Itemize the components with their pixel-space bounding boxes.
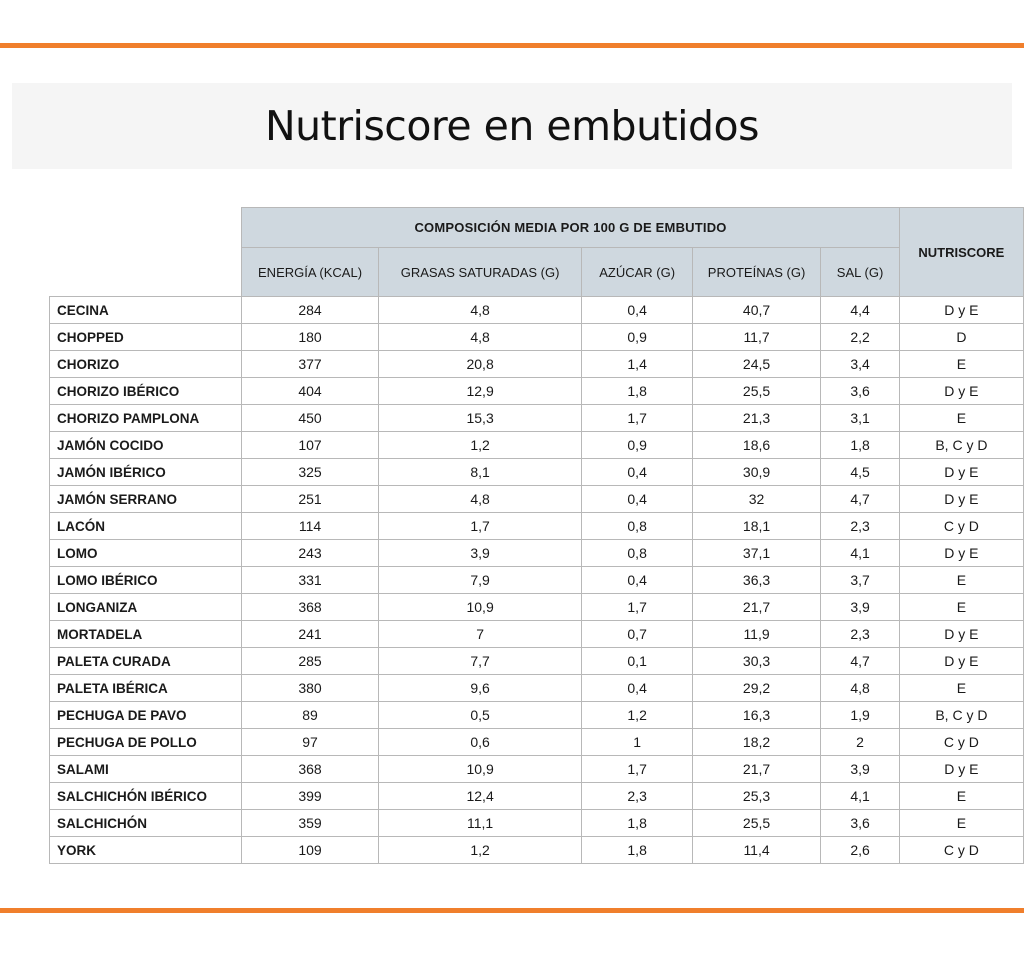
table-row	[50, 459, 1024, 486]
grasas-cell: 8,1	[378, 459, 582, 486]
proteinas-cell: 40,7	[692, 297, 821, 324]
energia-cell: 180	[242, 324, 378, 351]
energia-cell: 325	[242, 459, 378, 486]
sal-cell: 4,4	[821, 297, 899, 324]
product-name-cell: PALETA IBÉRICA	[50, 675, 242, 702]
energia-cell: 377	[242, 351, 378, 378]
energia-cell: 109	[242, 837, 378, 864]
grasas-cell: 1,2	[378, 837, 582, 864]
composition-group-header: COMPOSICIÓN MEDIA POR 100 G DE EMBUTIDO	[242, 208, 899, 248]
column-header-proteinas: PROTEÍNAS (G)	[692, 248, 821, 297]
sal-cell: 2,3	[821, 513, 899, 540]
sal-cell: 4,1	[821, 783, 899, 810]
azucar-cell: 0,4	[582, 675, 692, 702]
grasas-cell: 4,8	[378, 324, 582, 351]
energia-cell: 114	[242, 513, 378, 540]
azucar-cell: 1,2	[582, 702, 692, 729]
product-name-cell: SALCHICHÓN	[50, 810, 242, 837]
sal-cell: 3,9	[821, 756, 899, 783]
nutriscore-cell: E	[899, 567, 1023, 594]
azucar-cell: 0,8	[582, 513, 692, 540]
energia-cell: 450	[242, 405, 378, 432]
product-name-cell: LACÓN	[50, 513, 242, 540]
nutriscore-cell: D y E	[899, 297, 1023, 324]
nutriscore-cell: C y D	[899, 729, 1023, 756]
column-header-energia: ENERGÍA (KCAL)	[242, 248, 378, 297]
grasas-cell: 1,7	[378, 513, 582, 540]
proteinas-cell: 24,5	[692, 351, 821, 378]
grasas-cell: 7	[378, 621, 582, 648]
grasas-cell: 7,7	[378, 648, 582, 675]
table-row	[50, 756, 1024, 783]
proteinas-cell: 25,3	[692, 783, 821, 810]
product-name-cell: PECHUGA DE PAVO	[50, 702, 242, 729]
energia-cell: 89	[242, 702, 378, 729]
nutriscore-cell: D y E	[899, 540, 1023, 567]
grasas-cell: 0,5	[378, 702, 582, 729]
product-name-cell: YORK	[50, 837, 242, 864]
sal-cell: 4,7	[821, 486, 899, 513]
product-name-cell: SALAMI	[50, 756, 242, 783]
title-band	[12, 83, 1012, 169]
energia-cell: 107	[242, 432, 378, 459]
table-row	[50, 810, 1024, 837]
energia-cell: 243	[242, 540, 378, 567]
table-row	[50, 378, 1024, 405]
azucar-cell: 0,4	[582, 567, 692, 594]
proteinas-cell: 11,9	[692, 621, 821, 648]
azucar-cell: 1,7	[582, 756, 692, 783]
table-row	[50, 486, 1024, 513]
nutriscore-cell: E	[899, 405, 1023, 432]
azucar-cell: 0,8	[582, 540, 692, 567]
product-name-cell: SALCHICHÓN IBÉRICO	[50, 783, 242, 810]
proteinas-cell: 21,7	[692, 756, 821, 783]
table-row	[50, 675, 1024, 702]
table-row	[50, 702, 1024, 729]
proteinas-cell: 29,2	[692, 675, 821, 702]
nutriscore-cell: D y E	[899, 621, 1023, 648]
proteinas-cell: 36,3	[692, 567, 821, 594]
table-row	[50, 567, 1024, 594]
grasas-cell: 12,9	[378, 378, 582, 405]
azucar-cell: 1,4	[582, 351, 692, 378]
nutriscore-cell: E	[899, 351, 1023, 378]
energia-cell: 331	[242, 567, 378, 594]
proteinas-cell: 21,3	[692, 405, 821, 432]
nutriscore-cell: B, C y D	[899, 432, 1023, 459]
proteinas-cell: 16,3	[692, 702, 821, 729]
table-row	[50, 783, 1024, 810]
grasas-cell: 10,9	[378, 756, 582, 783]
product-name-cell: CHOPPED	[50, 324, 242, 351]
nutriscore-cell: D y E	[899, 378, 1023, 405]
top-accent-rule	[0, 43, 1024, 48]
grasas-cell: 0,6	[378, 729, 582, 756]
sal-cell: 3,6	[821, 378, 899, 405]
sal-cell: 1,8	[821, 432, 899, 459]
proteinas-cell: 32	[692, 486, 821, 513]
nutriscore-cell: D y E	[899, 756, 1023, 783]
grasas-cell: 1,2	[378, 432, 582, 459]
product-name-cell: JAMÓN COCIDO	[50, 432, 242, 459]
table-row	[50, 729, 1024, 756]
proteinas-cell: 18,1	[692, 513, 821, 540]
grasas-cell: 9,6	[378, 675, 582, 702]
energia-cell: 368	[242, 756, 378, 783]
sal-cell: 2	[821, 729, 899, 756]
sal-cell: 2,3	[821, 621, 899, 648]
energia-cell: 251	[242, 486, 378, 513]
grasas-cell: 10,9	[378, 594, 582, 621]
product-name-cell: LONGANIZA	[50, 594, 242, 621]
proteinas-cell: 37,1	[692, 540, 821, 567]
energia-cell: 97	[242, 729, 378, 756]
product-name-cell: CHORIZO IBÉRICO	[50, 378, 242, 405]
grasas-cell: 7,9	[378, 567, 582, 594]
nutriscore-header: NUTRISCORE	[899, 208, 1023, 297]
sal-cell: 3,4	[821, 351, 899, 378]
azucar-cell: 0,9	[582, 324, 692, 351]
table-row	[50, 432, 1024, 459]
sal-cell: 3,9	[821, 594, 899, 621]
azucar-cell: 0,4	[582, 486, 692, 513]
energia-cell: 380	[242, 675, 378, 702]
product-name-cell: CHORIZO PAMPLONA	[50, 405, 242, 432]
energia-cell: 241	[242, 621, 378, 648]
table-row	[50, 594, 1024, 621]
energia-cell: 284	[242, 297, 378, 324]
nutriscore-cell: B, C y D	[899, 702, 1023, 729]
sal-cell: 3,7	[821, 567, 899, 594]
sal-cell: 2,2	[821, 324, 899, 351]
azucar-cell: 0,7	[582, 621, 692, 648]
nutriscore-table	[49, 207, 1024, 864]
sal-cell: 4,7	[821, 648, 899, 675]
azucar-cell: 1,8	[582, 378, 692, 405]
table-row	[50, 540, 1024, 567]
column-header-grasas: GRASAS SATURADAS (G)	[378, 248, 582, 297]
azucar-cell: 1	[582, 729, 692, 756]
table-body	[50, 297, 1024, 864]
product-name-cell: PECHUGA DE POLLO	[50, 729, 242, 756]
table-row	[50, 405, 1024, 432]
product-name-cell: CHORIZO	[50, 351, 242, 378]
proteinas-cell: 11,4	[692, 837, 821, 864]
sal-cell: 1,9	[821, 702, 899, 729]
product-name-cell: JAMÓN IBÉRICO	[50, 459, 242, 486]
proteinas-cell: 21,7	[692, 594, 821, 621]
nutriscore-cell: C y D	[899, 837, 1023, 864]
nutriscore-cell: E	[899, 594, 1023, 621]
proteinas-cell: 11,7	[692, 324, 821, 351]
proteinas-cell: 25,5	[692, 378, 821, 405]
table-row	[50, 513, 1024, 540]
azucar-cell: 1,7	[582, 405, 692, 432]
grasas-cell: 3,9	[378, 540, 582, 567]
product-name-cell: JAMÓN SERRANO	[50, 486, 242, 513]
table-row	[50, 837, 1024, 864]
azucar-cell: 0,4	[582, 459, 692, 486]
table-row	[50, 297, 1024, 324]
azucar-cell: 1,8	[582, 810, 692, 837]
product-name-cell: LOMO IBÉRICO	[50, 567, 242, 594]
azucar-cell: 2,3	[582, 783, 692, 810]
page-title: Nutriscore en embutidos	[264, 102, 760, 150]
azucar-cell: 0,1	[582, 648, 692, 675]
table-row	[50, 648, 1024, 675]
energia-cell: 399	[242, 783, 378, 810]
proteinas-cell: 25,5	[692, 810, 821, 837]
sal-cell: 3,6	[821, 810, 899, 837]
energia-cell: 359	[242, 810, 378, 837]
nutriscore-cell: D y E	[899, 486, 1023, 513]
grasas-cell: 12,4	[378, 783, 582, 810]
sal-cell: 4,8	[821, 675, 899, 702]
grasas-cell: 15,3	[378, 405, 582, 432]
table-row	[50, 324, 1024, 351]
product-name-cell: CECINA	[50, 297, 242, 324]
sal-cell: 3,1	[821, 405, 899, 432]
product-name-cell: LOMO	[50, 540, 242, 567]
grasas-cell: 4,8	[378, 486, 582, 513]
product-name-cell: MORTADELA	[50, 621, 242, 648]
grasas-cell: 20,8	[378, 351, 582, 378]
product-name-cell: PALETA CURADA	[50, 648, 242, 675]
sal-cell: 4,1	[821, 540, 899, 567]
proteinas-cell: 30,3	[692, 648, 821, 675]
table-corner	[50, 208, 242, 297]
energia-cell: 404	[242, 378, 378, 405]
grasas-cell: 4,8	[378, 297, 582, 324]
energia-cell: 285	[242, 648, 378, 675]
azucar-cell: 1,7	[582, 594, 692, 621]
nutriscore-cell: E	[899, 783, 1023, 810]
table-row	[50, 351, 1024, 378]
column-header-sal: SAL (G)	[821, 248, 899, 297]
nutriscore-cell: D y E	[899, 459, 1023, 486]
table-row	[50, 621, 1024, 648]
azucar-cell: 0,9	[582, 432, 692, 459]
azucar-cell: 1,8	[582, 837, 692, 864]
nutriscore-cell: D y E	[899, 648, 1023, 675]
nutriscore-cell: E	[899, 675, 1023, 702]
nutriscore-cell: C y D	[899, 513, 1023, 540]
sal-cell: 2,6	[821, 837, 899, 864]
nutriscore-cell: D	[899, 324, 1023, 351]
proteinas-cell: 18,6	[692, 432, 821, 459]
sal-cell: 4,5	[821, 459, 899, 486]
proteinas-cell: 30,9	[692, 459, 821, 486]
bottom-accent-rule	[0, 908, 1024, 913]
column-header-azucar: AZÚCAR (G)	[582, 248, 692, 297]
proteinas-cell: 18,2	[692, 729, 821, 756]
energia-cell: 368	[242, 594, 378, 621]
grasas-cell: 11,1	[378, 810, 582, 837]
nutriscore-cell: E	[899, 810, 1023, 837]
azucar-cell: 0,4	[582, 297, 692, 324]
